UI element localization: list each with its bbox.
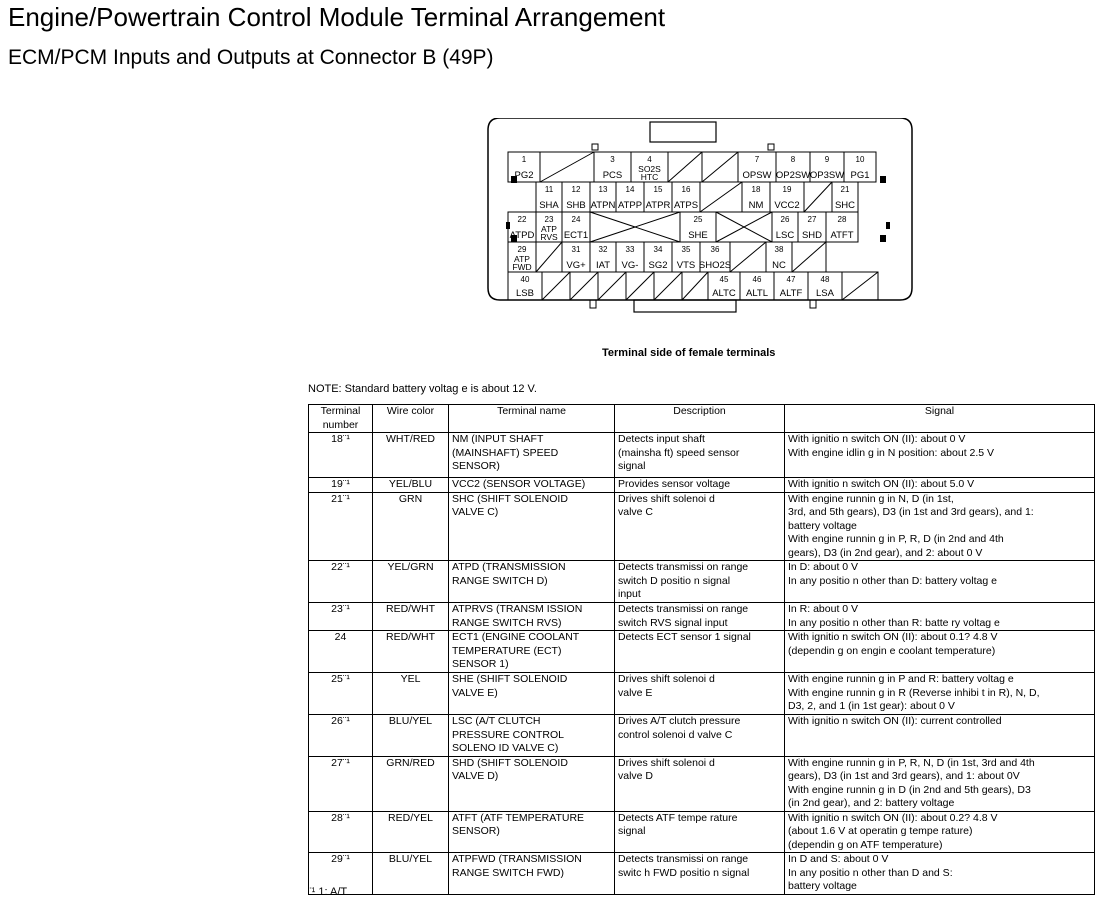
terminal-number-cell: 18¨¹ (309, 433, 373, 478)
wire-color-cell: GRN (373, 492, 449, 561)
wire-color-cell: BLU/YEL (373, 853, 449, 895)
header-signal: Signal (785, 405, 1095, 433)
terminal-number-cell: 25¨¹ (309, 673, 373, 715)
table-row (309, 673, 1095, 715)
page-subtitle: ECM/PCM Inputs and Outputs at Connector B (49P) (8, 46, 494, 69)
signal-cell: In R: about 0 V In any positio n other than R: batte ry voltag e (785, 603, 1095, 631)
terminal-number: 16 (681, 185, 691, 194)
terminal-label: ALTL (745, 288, 769, 299)
terminal-label: LSA (816, 288, 834, 299)
table-row (309, 603, 1095, 631)
signal-cell: With engine runnin g in P and R: battery voltag e With engine runnin g in R (Reverse inhibi t in R), N, D, D3, 2, and 1 (in 1st gear): about 0 V (785, 673, 1095, 715)
description-cell: Drives A/T clutch pressure control solenoi d valve C (615, 715, 785, 757)
terminal-number-cell: 27¨¹ (309, 756, 373, 811)
cell-divider (626, 272, 654, 300)
terminal-number: 23 (544, 215, 554, 224)
terminal-number: 14 (625, 185, 635, 194)
terminal-label: PG2 (514, 170, 534, 181)
connector-caption: Terminal side of female terminals (602, 347, 776, 359)
terminal-table (308, 404, 1095, 895)
description-cell: Drives shift solenoi d valve C (615, 492, 785, 561)
cell-divider (702, 152, 738, 182)
wire-color-cell: RED/WHT (373, 631, 449, 673)
cell-divider (598, 272, 626, 300)
terminal-number: 7 (754, 155, 760, 164)
description-cell: Detects transmissi on range switc h FWD positio n signal (615, 853, 785, 895)
wire-color-cell: RED/YEL (373, 811, 449, 853)
terminal-name-cell: SHC (SHIFT SOLENOID VALVE C) (449, 492, 615, 561)
table-row (309, 492, 1095, 561)
signal-cell: With ignitio n switch ON (II): about 5.0 V (785, 478, 1095, 493)
terminal-label: OPSW (742, 170, 772, 181)
terminal-label: ALTC (712, 288, 736, 299)
cell-divider (570, 272, 598, 300)
terminal-label: SHA (539, 200, 559, 211)
terminal-label: PCS (602, 170, 623, 181)
signal-cell: With engine runnin g in N, D (in 1st, 3rd, and 5th gears), D3 (in 1st and 3rd gears), and 1: battery voltage With engine runnin g in P, R, D (in 2nd and 4th gears), D3 (in 2nd gear), and 2: about 0 V (785, 492, 1095, 561)
terminal-label: NM (748, 200, 764, 211)
terminal-number-cell: 19¨¹ (309, 478, 373, 493)
terminal-number: 1 (521, 155, 527, 164)
connector-diagram (486, 118, 916, 314)
wire-color-cell: RED/WHT (373, 603, 449, 631)
description-cell: Drives shift solenoi d valve E (615, 673, 785, 715)
signal-cell: In D: about 0 V In any positio n other than D: battery voltag e (785, 561, 1095, 603)
terminal-number-cell: 22¨¹ (309, 561, 373, 603)
wire-color-cell: GRN/RED (373, 756, 449, 811)
terminal-number: 45 (719, 275, 729, 284)
description-cell: Drives shift solenoi d valve D (615, 756, 785, 811)
signal-cell: With ignitio n switch ON (II): about 0.2? 4.8 V (about 1.6 V at operatin g tempe rature) (dependin g on ATF temperature) (785, 811, 1095, 853)
terminal-label: ATPN (590, 200, 616, 211)
table-row (309, 433, 1095, 478)
terminal-label: VG+ (566, 260, 586, 271)
description-cell: Provides sensor voltage (615, 478, 785, 493)
terminal-label: ATPD (509, 230, 535, 241)
cell-divider (536, 242, 562, 272)
cell-divider (804, 182, 832, 212)
cell-divider (654, 272, 682, 300)
description-cell: Detects transmissi on range switch D positio n signal input (615, 561, 785, 603)
terminal-label: SHD (801, 230, 823, 241)
cell-divider (730, 242, 766, 272)
terminal-number-cell: 26¨¹ (309, 715, 373, 757)
terminal-number: 3 (610, 155, 615, 164)
terminal-label: ECT1 (563, 230, 589, 241)
terminal-label: NC (772, 260, 786, 271)
wire-color-cell: YEL/BLU (373, 478, 449, 493)
terminal-number: 38 (774, 245, 784, 254)
terminal-label: SHO2S (698, 260, 732, 271)
signal-cell: In D and S: about 0 V In any positio n other than D and S: battery voltage (785, 853, 1095, 895)
terminal-number: 36 (710, 245, 720, 254)
terminal-number: 31 (571, 245, 581, 254)
header-description: Description (615, 405, 785, 433)
description-cell: Detects input shaft (mainsha ft) speed sensor signal (615, 433, 785, 478)
terminal-number: 27 (807, 215, 817, 224)
terminal-label: OP2SW (775, 170, 811, 181)
terminal-label: ATPR (645, 200, 671, 211)
terminal-name-cell: SHD (SHIFT SOLENOID VALVE D) (449, 756, 615, 811)
terminal-number: 4 (647, 155, 652, 164)
terminal-label: ALTF (779, 288, 803, 299)
terminal-label: SG2 (648, 260, 668, 271)
table-row (309, 756, 1095, 811)
terminal-name-cell: VCC2 (SENSOR VOLTAGE) (449, 478, 615, 493)
terminal-number: 35 (681, 245, 691, 254)
cell-divider (700, 182, 742, 212)
terminal-number: 19 (782, 185, 792, 194)
terminal-number: 24 (571, 215, 581, 224)
terminal-number: 34 (653, 245, 663, 254)
terminal-label: SHE (688, 230, 708, 241)
table-row (309, 478, 1095, 493)
terminal-label: IAT (595, 260, 611, 271)
signal-cell: With ignitio n switch ON (II): current controlled (785, 715, 1095, 757)
wire-color-cell: BLU/YEL (373, 715, 449, 757)
terminal-label: LSB (516, 288, 534, 299)
wire-color-cell: WHT/RED (373, 433, 449, 478)
footnote: ¨¹ 1: A/T (308, 886, 348, 898)
description-cell: Detects ECT sensor 1 signal (615, 631, 785, 673)
terminal-name-cell: LSC (A/T CLUTCH PRESSURE CONTROL SOLENO ID VALVE C) (449, 715, 615, 757)
terminal-number: 13 (598, 185, 608, 194)
table-header-row (309, 405, 1095, 433)
terminal-number: 28 (837, 215, 847, 224)
terminal-name-cell: ATPD (TRANSMISSION RANGE SWITCH D) (449, 561, 615, 603)
terminal-label: SHB (566, 200, 586, 211)
page-title: Engine/Powertrain Control Module Terminal Arrangement (8, 2, 666, 32)
wire-color-cell: YEL/GRN (373, 561, 449, 603)
description-cell: Detects ATF tempe rature signal (615, 811, 785, 853)
terminal-number: 10 (855, 155, 865, 164)
terminal-label: SHC (834, 200, 856, 211)
terminal-name-cell: NM (INPUT SHAFT (MAINSHAFT) SPEED SENSOR) (449, 433, 615, 478)
terminal-number: 9 (824, 155, 830, 164)
terminal-label: LSC (775, 230, 795, 241)
cell-divider (540, 152, 594, 182)
table-row (309, 811, 1095, 853)
terminal-label: VCC2 (774, 200, 800, 211)
terminal-number: 26 (780, 215, 790, 224)
header-wire-color: Wire color (373, 405, 449, 433)
terminal-number: 40 (520, 275, 530, 284)
signal-cell: With engine runnin g in P, R, N, D (in 1st, 3rd and 4th gears), D3 (in 1st and 3rd gears), and 1: about 0V With engine runnin g in D (in 2nd and 5th gears), D3 (in 2nd gear), and 2: battery voltage (785, 756, 1095, 811)
terminal-label: ATP (514, 254, 530, 264)
terminal-number: 47 (786, 275, 796, 284)
wire-color-cell: YEL (373, 673, 449, 715)
terminal-number: 22 (517, 215, 527, 224)
terminal-name-cell: ATPRVS (TRANSM ISSION RANGE SWITCH RVS) (449, 603, 615, 631)
terminal-number: 46 (752, 275, 762, 284)
cell-divider (842, 272, 878, 300)
terminal-label: HTC (640, 172, 659, 182)
signal-cell: With ignitio n switch ON (II): about 0 V With engine idlin g in N position: about 2.5 V (785, 433, 1095, 478)
header-terminal-number: Terminal number (309, 405, 373, 433)
terminal-label: SO2S (638, 164, 661, 174)
terminal-number-cell: 21¨¹ (309, 492, 373, 561)
terminal-label: ATPP (617, 200, 643, 211)
cell-divider (792, 242, 826, 272)
description-cell: Detects transmissi on range switch RVS signal input (615, 603, 785, 631)
terminal-label: ATPS (673, 200, 699, 211)
terminal-label: OP3SW (809, 170, 845, 181)
terminal-number-cell: 23¨¹ (309, 603, 373, 631)
terminal-label: FWD (512, 262, 532, 272)
header-terminal-name: Terminal name (449, 405, 615, 433)
terminal-number: 21 (840, 185, 850, 194)
terminal-number: 12 (571, 185, 581, 194)
terminal-label: VG- (621, 260, 639, 271)
cell-divider (542, 272, 570, 300)
table-row (309, 715, 1095, 757)
terminal-number: 15 (653, 185, 663, 194)
terminal-label: VTS (676, 260, 696, 271)
battery-voltage-note: NOTE: Standard battery voltag e is about 12 V. (308, 383, 537, 395)
table-row (309, 853, 1095, 895)
signal-cell: With ignitio n switch ON (II): about 0.1? 4.8 V (dependin g on engin e coolant temperature) (785, 631, 1095, 673)
terminal-number: 29 (517, 245, 527, 254)
terminal-name-cell: ATFT (ATF TEMPERATURE SENSOR) (449, 811, 615, 853)
cell-divider (668, 152, 702, 182)
terminal-label: RVS (540, 232, 558, 242)
terminal-label: ATP (541, 224, 557, 234)
table-row (309, 561, 1095, 603)
terminal-number: 33 (625, 245, 635, 254)
terminal-number: 11 (544, 185, 554, 194)
terminal-name-cell: SHE (SHIFT SOLENOID VALVE E) (449, 673, 615, 715)
terminal-number: 8 (790, 155, 796, 164)
terminal-name-cell: ATPFWD (TRANSMISSION RANGE SWITCH FWD) (449, 853, 615, 895)
terminal-number-cell: 28¨¹ (309, 811, 373, 853)
table-row (309, 631, 1095, 673)
terminal-name-cell: ECT1 (ENGINE COOLANT TEMPERATURE (ECT) SENSOR 1) (449, 631, 615, 673)
cell-divider (682, 272, 708, 300)
terminal-number: 25 (693, 215, 703, 224)
terminal-number: 32 (598, 245, 608, 254)
terminal-number: 48 (820, 275, 830, 284)
terminal-number-cell: 24 (309, 631, 373, 673)
terminal-label: PG1 (850, 170, 870, 181)
terminal-number-cell: 29¨¹ (309, 853, 373, 895)
terminal-number: 18 (751, 185, 761, 194)
terminal-label: ATFT (830, 230, 854, 241)
